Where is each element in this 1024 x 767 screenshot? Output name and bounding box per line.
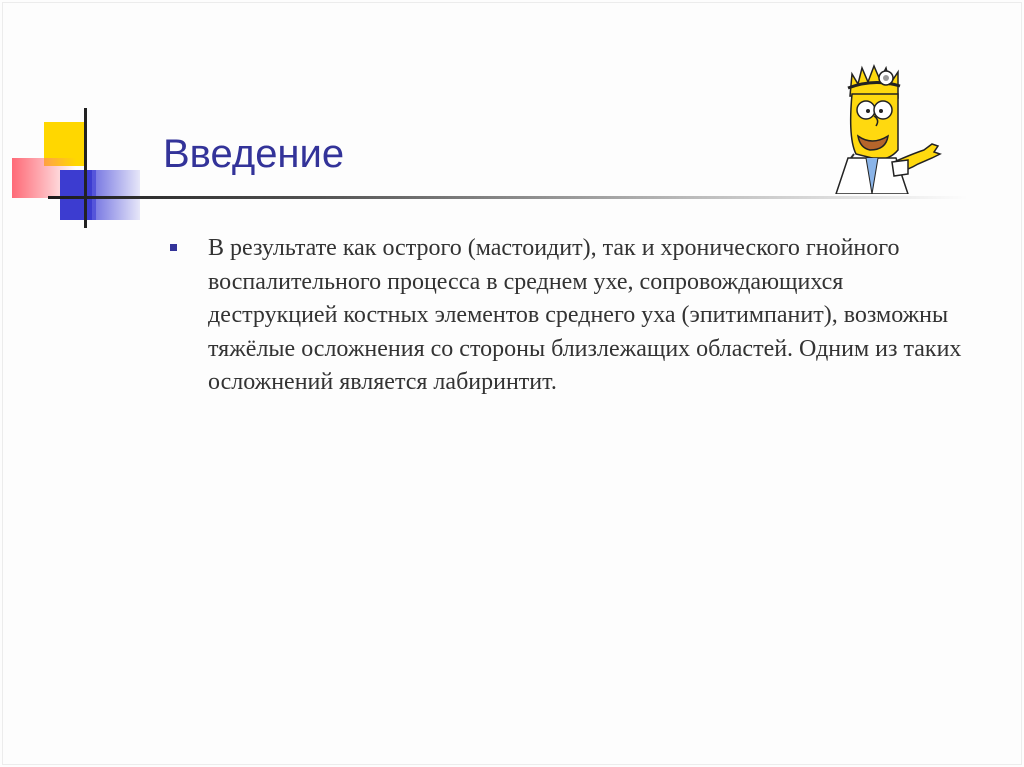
title-underline bbox=[48, 196, 968, 199]
slide-title: Введение bbox=[163, 132, 345, 176]
square-bullet-icon bbox=[170, 244, 177, 251]
cartoon-doctor-illustration bbox=[828, 58, 944, 194]
vertical-divider-line bbox=[84, 108, 87, 228]
blue-gradient-decoration bbox=[92, 170, 140, 220]
blue-square-decoration bbox=[60, 170, 96, 220]
bullet-item bbox=[170, 232, 980, 400]
slide-content bbox=[170, 232, 980, 400]
bullet-text: В результате как острого (мастоидит), так и хронического гнойного воспалительного процесса в среднем ухе, сопровождающихся деструкцией костных элементов среднего уха (эпитимпанит), возможны тяжёлые осложнения со стороны близлежащих областей. Одним из таких осложнений является лабиринтит. bbox=[208, 235, 962, 396]
